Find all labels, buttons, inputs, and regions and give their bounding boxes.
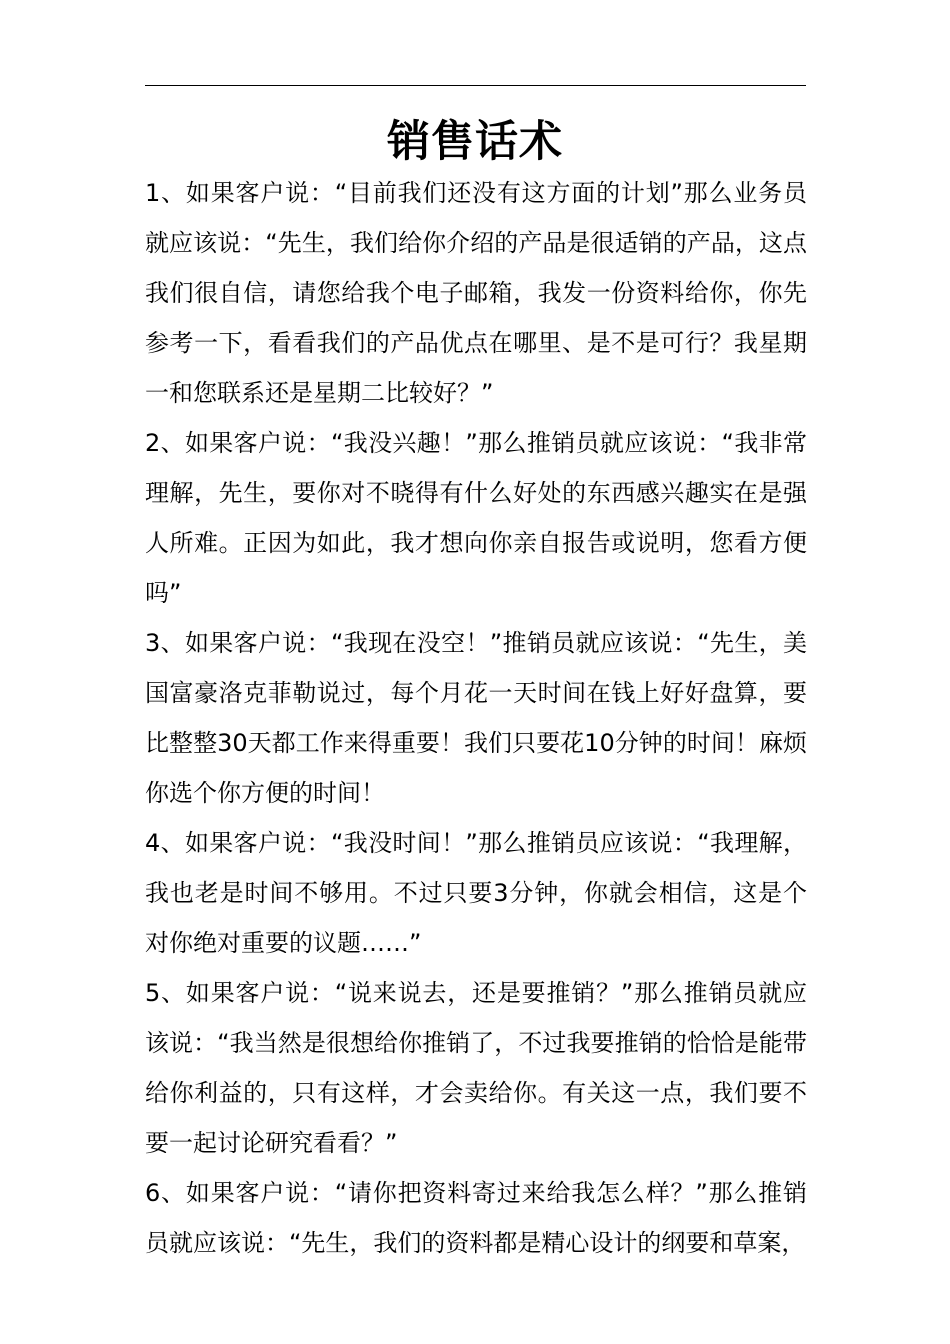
- paragraph-2: 2、如果客户说：“我没兴趣！”那么推销员就应该说：“我非常理解，先生，要你对不晓得有什么好处的东西感兴趣实在是强人所难。正因为如此，我才想向你亲自报告或说明，您看方便吗”: [145, 429, 807, 607]
- paragraph-4: 4、如果客户说：“我没时间！”那么推销员应该说：“我理解，我也老是时间不够用。不过只要3分钟，你就会相信，这是个对你绝对重要的议题……”: [145, 829, 807, 957]
- paragraph-6: 6、如果客户说：“请你把资料寄过来给我怎么样？”那么推销员就应该说：“先生，我们的资料都是精心设计的纲要和草案，: [145, 1179, 807, 1257]
- paragraph-5: 5、如果客户说：“说来说去，还是要推销？”那么推销员就应该说：“我当然是很想给你推销了，不过我要推销的恰恰是能带给你利益的，只有这样，才会卖给你。有关这一点，我们要不要一起讨论研究看看？”: [145, 979, 807, 1157]
- paragraph-1: 1、如果客户说：“目前我们还没有这方面的计划”那么业务员就应该说：“先生，我们给你介绍的产品是很适销的产品，这点我们很自信，请您给我个电子邮箱，我发一份资料给你，你先参考一下，看看我们的产品优点在哪里、是不是可行？我星期一和您联系还是星期二比较好？”: [145, 179, 807, 407]
- paragraph-3: 3、如果客户说：“我现在没空！”推销员就应该说：“先生，美国富豪洛克菲勒说过，每个月花一天时间在钱上好好盘算，要比整整30天都工作来得重要！我们只要花10分钟的时间！麻烦你选个你方便的时间！: [145, 629, 807, 807]
- document-body: [145, 168, 807, 1268]
- document-title: 销售话术: [387, 117, 563, 167]
- header-rule: [145, 85, 806, 86]
